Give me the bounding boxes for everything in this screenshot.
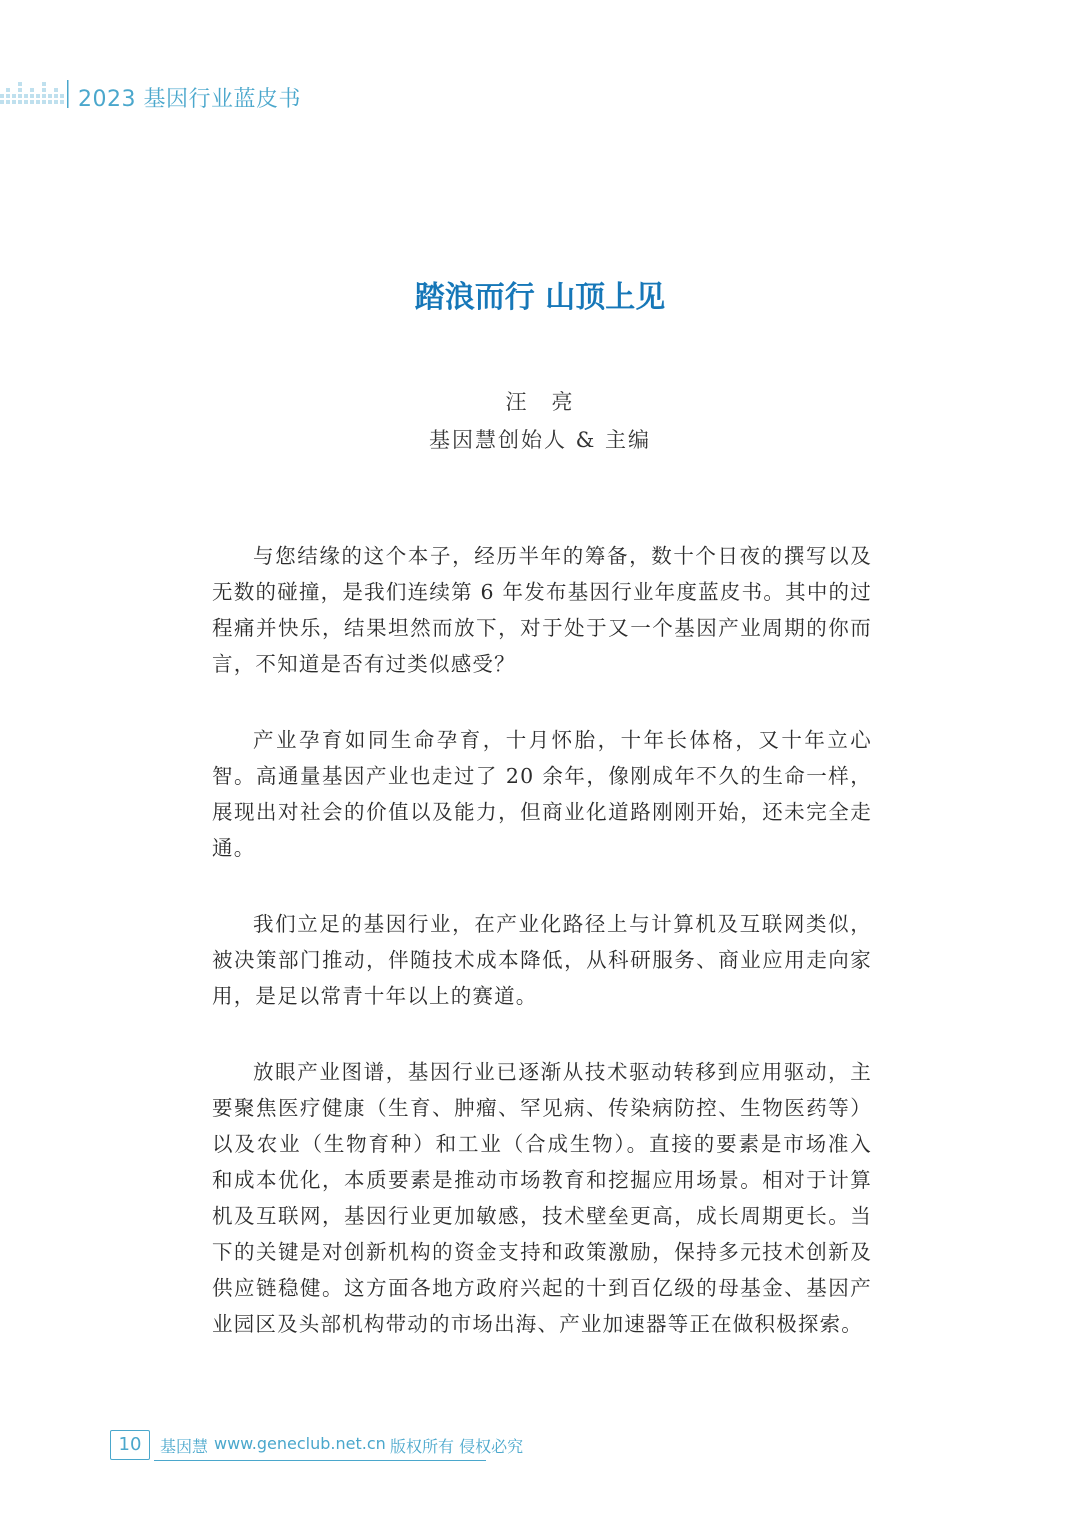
footer-website-link[interactable]: www.geneclub.net.cn — [214, 1434, 386, 1453]
paragraph: 与您结缘的这个本子，经历半年的筹备，数十个日夜的撰写以及无数的碰撞，是我们连续第 6 年发布基因行业年度蓝皮书。其中的过程痛并快乐，结果坦然而放下，对于处于又一个基因产业周期的你而言，不知道是否有过类似感受？ — [212, 544, 872, 676]
author-name: 汪 亮 — [505, 390, 575, 414]
article-title: 踏浪而行 山顶上见 — [414, 280, 666, 315]
paragraph: 产业孕育如同生命孕育，十月怀胎，十年长体格，又十年立心智。高通量基因产业也走过了 20 余年，像刚成年不久的生命一样，展现出对社会的价值以及能力，但商业化道路刚刚开始，还未完全走通。 — [212, 728, 872, 860]
bar-pattern-icon — [0, 80, 70, 108]
page-footer — [110, 1430, 610, 1462]
footer-divider — [154, 1460, 486, 1461]
footer-brand: 基因慧 — [160, 1437, 209, 1456]
author-role: 基因慧创始人 & 主编 — [428, 428, 652, 452]
page-number: 10 — [110, 1430, 150, 1460]
paragraph: 放眼产业图谱，基因行业已逐渐从技术驱动转移到应用驱动，主要聚焦医疗健康（生育、肿瘤、罕见病、传染病防控、生物医药等）以及农业（生物育种）和工业（合成生物）。直接的要素是市场准入和成本优化，本质要素是推动市场教育和挖掘应用场景。相对于计算机及互联网，基因行业更加敏感，技术壁垒更高，成长周期更长。当下的关键是对创新机构的资金支持和政策激励，保持多元技术创新及供应链稳健。这方面各地方政府兴起的十到百亿级的母基金、基因产业园区及头部机构带动的市场出海、产业加速器等正在做积极探索。 — [212, 1060, 872, 1336]
header-title: 2023 基因行业蓝皮书 — [78, 87, 301, 112]
running-header — [0, 72, 600, 116]
article-body — [212, 538, 872, 1382]
paragraph: 我们立足的基因行业，在产业化路径上与计算机及互联网类似，被决策部门推动，伴随技术成本降低，从科研服务、商业应用走向家用，是足以常青十年以上的赛道。 — [212, 912, 872, 1008]
footer-copyright: 版权所有 侵权必究 — [390, 1437, 524, 1456]
